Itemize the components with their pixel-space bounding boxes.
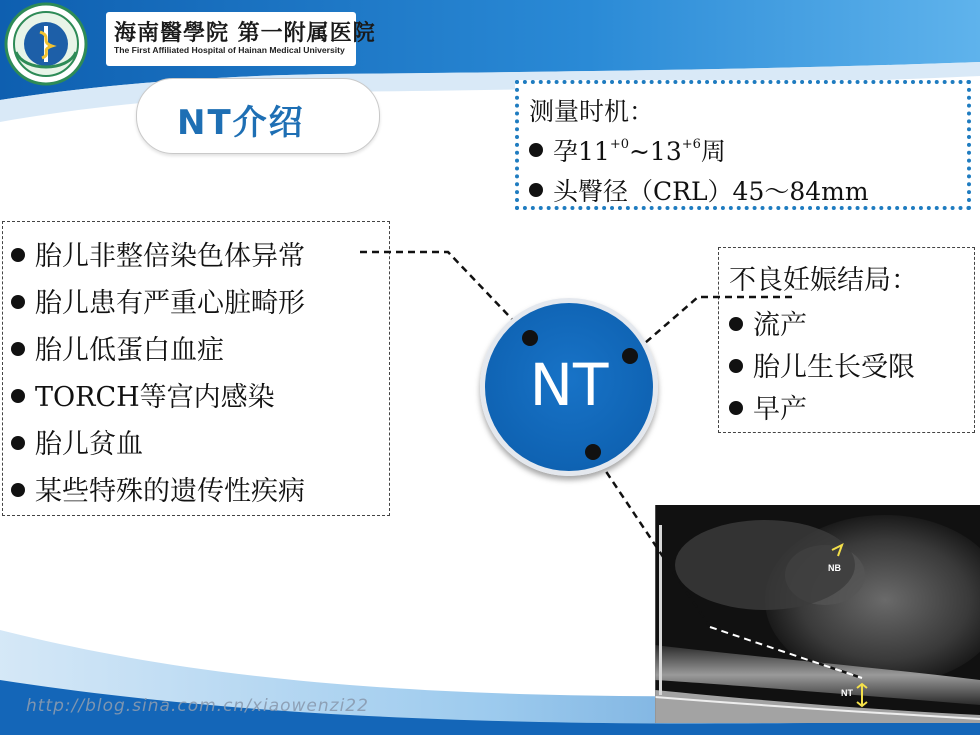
connector-dot (522, 330, 538, 346)
connector-dot (585, 444, 601, 460)
bullet-icon (11, 295, 25, 309)
list-item: 早产 (729, 387, 807, 426)
bullet-icon (11, 436, 25, 450)
timing-item-gestation: 孕$11^{+0}\sim 13^{+6}$周 (529, 132, 726, 168)
nt-center-circle (480, 298, 658, 476)
bullet-icon (729, 359, 743, 373)
list-item: 胎儿非整倍染色体异常 (11, 234, 305, 273)
timing-heading: 测量时机： (529, 97, 655, 126)
hospital-emblem-icon (4, 2, 88, 86)
bullet-icon (529, 183, 543, 197)
bullet-icon (11, 483, 25, 497)
nt-label-small: NT (841, 688, 853, 698)
title-pill (136, 78, 380, 154)
list-item: 流产 (729, 303, 807, 342)
bullet-icon (11, 342, 25, 356)
adverse-outcomes-box (718, 247, 975, 433)
associated-conditions-box (2, 221, 390, 516)
bullet-icon (11, 389, 25, 403)
bullet-icon (729, 317, 743, 331)
list-item: 胎儿低蛋白血症 (11, 328, 224, 367)
ultrasound-image (655, 505, 980, 723)
hospital-name-en: The First Affiliated Hospital of Hainan Medical University (114, 45, 345, 55)
list-item: 某些特殊的遗传性疾病 (11, 469, 305, 508)
hospital-banner (106, 12, 376, 66)
watermark: http://blog.sina.com.cn/xiaowenzi22 (26, 696, 369, 716)
page-title: NT介绍 (177, 103, 305, 143)
list-item: TORCH等宫内感染 (11, 375, 275, 414)
measurement-timing-box (515, 80, 971, 210)
list-item: 胎儿患有严重心脏畸形 (11, 281, 305, 320)
timing-item-crl: 头臀径（CRL）45～84mm (529, 172, 869, 208)
bullet-icon (11, 248, 25, 262)
bullet-icon (729, 401, 743, 415)
outcomes-heading: 不良妊娠结局： (729, 265, 918, 296)
list-item: 胎儿贫血 (11, 422, 143, 461)
hospital-name-cn: 海南醫學院 第一附属医院 (114, 20, 376, 46)
bullet-icon (529, 143, 543, 157)
nb-label: NB (828, 563, 841, 573)
nt-center-label: NT (529, 351, 609, 419)
list-item: 胎儿生长受限 (729, 345, 915, 384)
connector-dot (622, 348, 638, 364)
